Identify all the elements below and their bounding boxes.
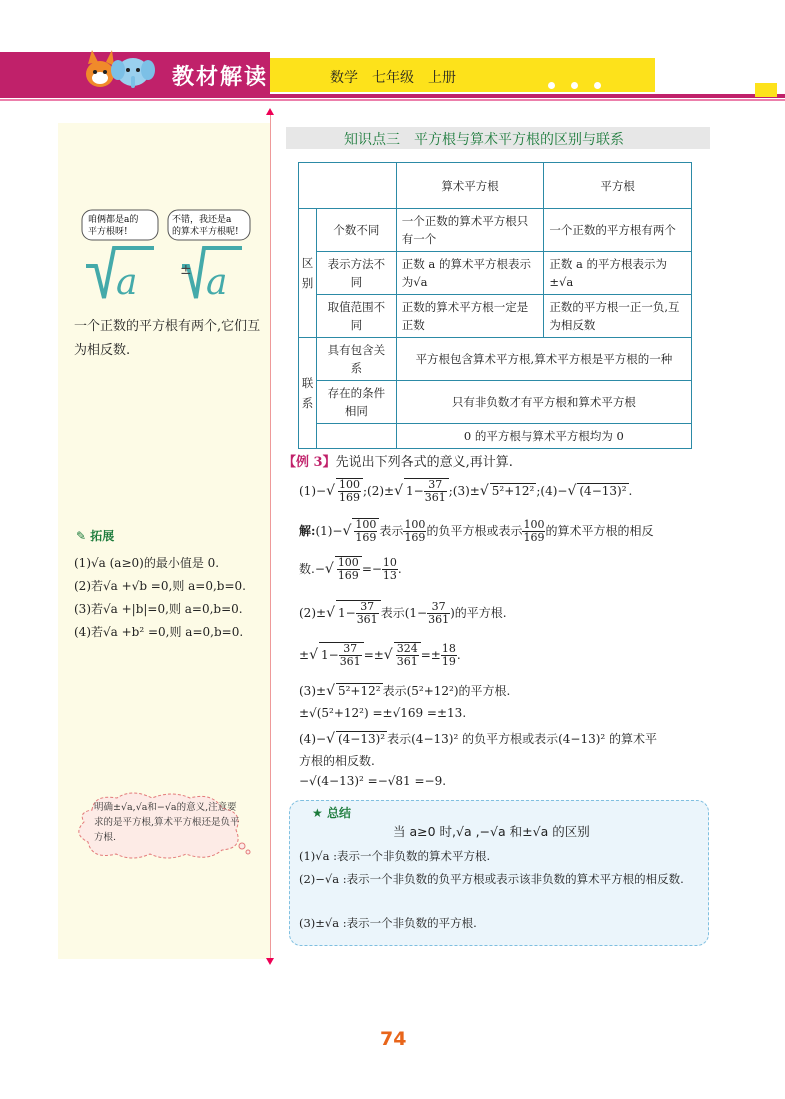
group-label-difference: 区别: [299, 209, 317, 338]
row-label: 个数不同: [316, 209, 396, 252]
comparison-table: [298, 162, 692, 449]
book-subtitle: 数学 七年级 上册: [330, 70, 456, 86]
solution-line-1: 解:(1)−√ $\frac{100}{169}$ 表示 $\frac{100}{169}$ 的负平方根或表示 $\frac{100}{169}$ 的算术平方根的相反: [299, 518, 654, 544]
table-cell: 一个正数的算术平方根只有一个: [396, 209, 544, 252]
svg-text:平方根呀!: 平方根呀!: [88, 227, 128, 237]
divider-arrow-down-icon: [266, 958, 274, 965]
sidebar-note: 一个正数的平方根有两个,它们互为相反数.: [74, 319, 261, 358]
header-dots: [548, 74, 617, 93]
table-cell: 正数 a 的算术平方根表示为√a: [396, 252, 544, 295]
header-stripe: [0, 94, 785, 98]
solution-line-2: 数.−√ $\frac{100}{169}$ =− $\frac{10}{13}$ .: [299, 556, 402, 582]
summary-item: (1)√a :表示一个非负数的算术平方根.: [299, 849, 491, 863]
row-label: 表示方法不同: [316, 252, 396, 295]
table-cell: 正数 a 的平方根表示为±√a: [544, 252, 692, 295]
table-cell: 只有非负数才有平方根和算术平方根: [396, 381, 691, 424]
example-heading: [283, 451, 513, 470]
extension-title: ✎ 拓展: [76, 529, 115, 543]
page-number: 74: [380, 1028, 407, 1050]
extension-item: (2)若√a +√b =0,则 a=0,b=0.: [74, 579, 246, 593]
summary-title: 当 a≥0 时,√a ,−√a 和±√a 的区别: [393, 824, 590, 839]
extension-item: (4)若√a +b² =0,则 a=0,b=0.: [74, 625, 244, 639]
column-divider: [270, 115, 271, 963]
extension-title-text: 拓展: [90, 529, 115, 543]
extension-item: (1)√a (a≥0)的最小值是 0.: [74, 556, 220, 570]
divider-arrow-up-icon: [266, 108, 274, 115]
table-corner: [299, 163, 397, 209]
header-corner: [755, 83, 777, 97]
table-cell: 平方根包含算术平方根,算术平方根是平方根的一种: [396, 338, 691, 381]
svg-text:不错，我还是a: 不错，我还是a: [172, 215, 232, 225]
svg-text:的算术平方根呢!: 的算术平方根呢!: [172, 227, 239, 237]
summary-item: (3)±√a :表示一个非负数的平方根.: [299, 916, 477, 930]
table-cell: 一个正数的平方根有两个: [544, 209, 692, 252]
solution-line-6: ±√(5²+12²) =±√169 =±13.: [299, 706, 467, 720]
cloud-note: 明确±√a,√a和−√a的意义,注意要求的是平方根,算术平方根还是负平方根.: [94, 802, 240, 843]
table-cell: 正数的平方根一正一负,互为相反数: [544, 295, 692, 338]
knowledge-point-title: 知识点三 平方根与算术平方根的区别与联系: [344, 132, 624, 148]
book-title: 教材解读: [172, 65, 269, 90]
page-header: [0, 52, 785, 102]
row-label: 具有包含关系: [316, 338, 396, 381]
summary-label-text: 总结: [326, 806, 351, 820]
example-tag: 【例 3】: [283, 455, 336, 470]
example-prompt: 先说出下列各式的意义,再计算.: [335, 455, 513, 470]
table-cell: 正数的算术平方根一定是正数: [396, 295, 544, 338]
svg-text:±: ±: [180, 262, 192, 278]
col-header: 算术平方根: [396, 163, 544, 209]
row-label: 取值范围不同: [316, 295, 396, 338]
solution-line-7: (4)−√ (4−13)² 表示(4−13)² 的负平方根或表示(4−13)² 的算术平: [299, 731, 658, 747]
summary-item: (2)−√a :表示一个非负数的负平方根或表示该非负数的算术平方根的相反数.: [299, 872, 684, 886]
row-label: 存在的条件相同: [316, 381, 396, 424]
solution-line-9: −√(4−13)² =−√81 =−9.: [299, 774, 447, 788]
col-header: 平方根: [544, 163, 692, 209]
extension-item: (3)若√a +|b|=0,则 a=0,b=0.: [74, 602, 243, 616]
header-stripe-light: [0, 99, 785, 101]
extension-list: [74, 552, 270, 644]
summary-label: ★ 总结: [312, 806, 351, 820]
svg-text:a: a: [206, 262, 228, 303]
mascot-icon: [78, 48, 158, 92]
row-label-empty: [316, 424, 396, 449]
svg-text:咱俩都是a的: 咱俩都是a的: [88, 215, 139, 225]
example-expressions: (1)−√ $\frac{100}{169}$ ;(2)±√ 1− $\frac{37}{361}$ ;(3)±√ 5²+12² ;(4)−√ (4−13)² .: [299, 478, 633, 504]
solution-line-8: 方根的相反数.: [299, 754, 375, 768]
solution-line-3: (2)±√ 1− $\frac{37}{361}$ 表示(1− $\frac{37}{361}$ )的平方根.: [299, 600, 507, 626]
svg-text:a: a: [116, 262, 138, 303]
table-cell: 0 的平方根与算术平方根均为 0: [396, 424, 691, 449]
solution-line-4: ±√ 1− $\frac{37}{361}$ =±√ $\frac{324}{361}$ =± $\frac{18}{19}$ .: [299, 642, 461, 668]
sqrt-characters-illustration: [80, 208, 252, 308]
group-label-relation: 联系: [299, 338, 317, 449]
solution-line-5: (3)±√ 5²+12² 表示(5²+12²)的平方根.: [299, 683, 511, 699]
